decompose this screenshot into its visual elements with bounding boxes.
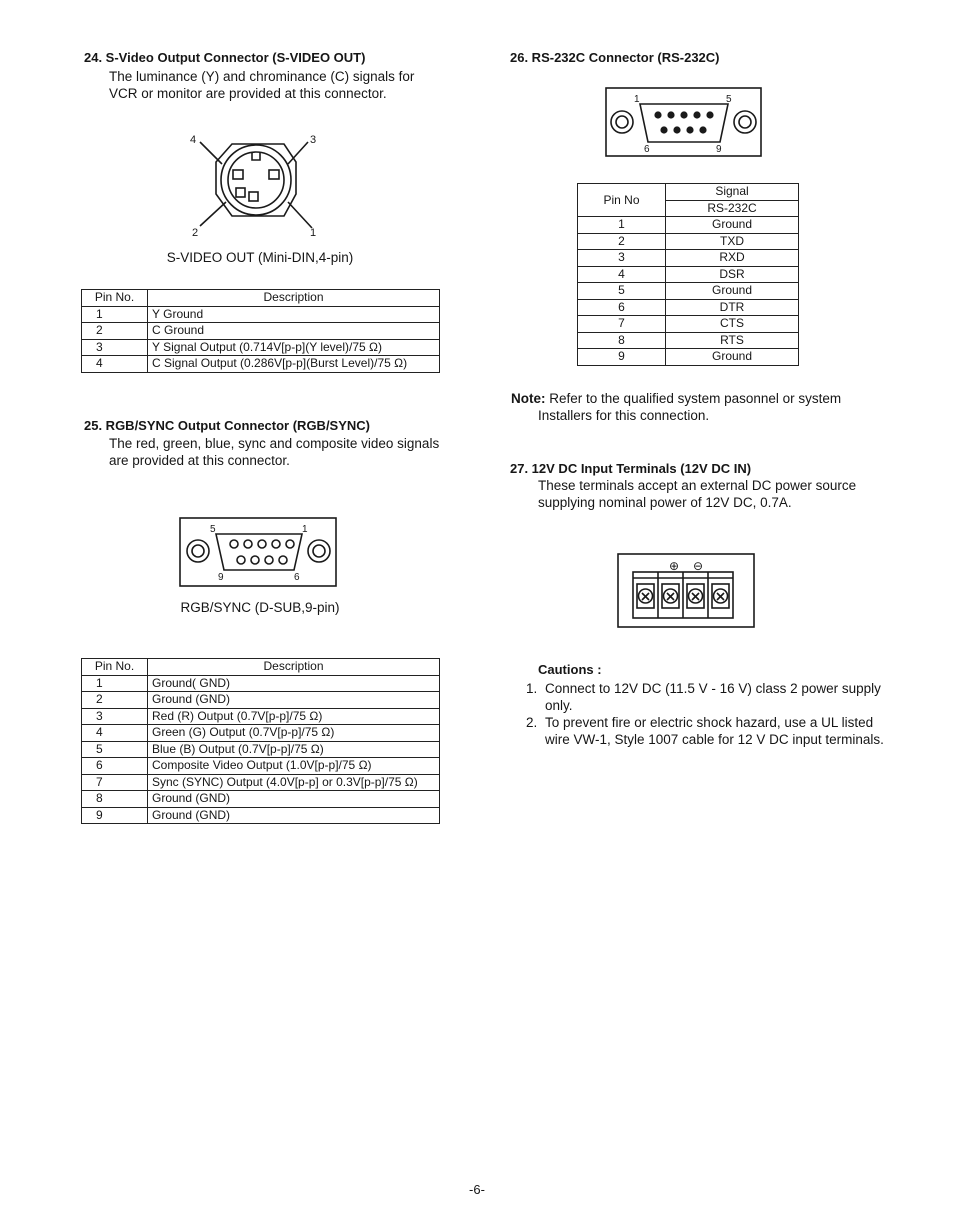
table-row [578, 283, 799, 300]
description-cell: C Ground [148, 323, 440, 340]
table-row [82, 306, 440, 323]
dsub-caption: RGB/SYNC (D-SUB,9-pin) [180, 600, 340, 615]
table-header-row [82, 290, 440, 307]
table-header-row [578, 184, 799, 201]
svideo-pin-label: 2 [192, 227, 199, 239]
column-header: Pin No. [82, 290, 148, 307]
column-header: Description [148, 290, 440, 307]
description-cell: Green (G) Output (0.7V[p-p]/75 Ω) [148, 725, 440, 742]
table-row [82, 807, 440, 824]
pin-cell: 4 [82, 725, 148, 742]
pin-cell: 1 [578, 217, 666, 234]
rs232c-pin-label: 9 [716, 144, 722, 155]
pin-cell: 5 [578, 283, 666, 300]
table-row [82, 323, 440, 340]
section-27-body: These terminals accept an external DC power source supplying nominal power of 12V DC, 0.7A. [538, 478, 857, 510]
svideo-connector-diagram [180, 128, 330, 240]
description-cell: Blue (B) Output (0.7V[p-p]/75 Ω) [148, 741, 440, 758]
dsub-pin-label: 1 [302, 524, 308, 535]
minus-terminal-icon: ⊖ [692, 559, 704, 573]
signal-cell: RTS [666, 332, 799, 349]
pin-cell: 7 [578, 316, 666, 333]
pin-cell: 3 [82, 708, 148, 725]
column-header: Pin No. [82, 659, 148, 676]
signal-cell: DSR [666, 266, 799, 283]
rs232c-connector-diagram [604, 84, 764, 160]
pin-cell: 6 [578, 299, 666, 316]
signal-cell: RXD [666, 250, 799, 267]
rs232c-note [511, 390, 868, 424]
table-header-row [82, 659, 440, 676]
description-cell: Ground (GND) [148, 791, 440, 808]
description-cell: Ground (GND) [148, 692, 440, 709]
description-cell: C Signal Output (0.286V[p-p](Burst Level)/75 Ω) [148, 356, 440, 373]
table-row [82, 356, 440, 373]
rgbsync-pin-table [81, 658, 440, 824]
section-27-heading: 27. 12V DC Input Terminals (12V DC IN) [510, 461, 752, 476]
caution-item: 2. To prevent fire or electric shock hazard, use a UL listed wire VW-1, Style 1007 cable for 12 V DC input terminals. [541, 714, 897, 748]
plus-terminal-icon: ⊕ [668, 559, 680, 573]
svideo-pin-label: 3 [310, 134, 317, 146]
table-row [82, 758, 440, 775]
pin-cell: 4 [578, 266, 666, 283]
caution-item: 1. Connect to 12V DC (11.5 V - 16 V) class 2 power supply only. [541, 680, 897, 714]
signal-cell: TXD [666, 233, 799, 250]
rs232c-pin-label: 5 [726, 94, 732, 105]
pin-cell: 4 [82, 356, 148, 373]
column-header: Description [148, 659, 440, 676]
page-number: -6- [469, 1182, 485, 1197]
table-row [82, 774, 440, 791]
rs232c-pin-label: 1 [634, 94, 640, 105]
signal-cell: DTR [666, 299, 799, 316]
section-24-body: The luminance (Y) and chrominance (C) signals for VCR or monitor are provided at this connector. [109, 69, 415, 101]
signal-cell: Ground [666, 283, 799, 300]
section-25-heading: 25. RGB/SYNC Output Connector (RGB/SYNC) [84, 418, 371, 433]
description-cell: Y Ground [148, 306, 440, 323]
description-cell: Ground( GND) [148, 675, 440, 692]
pin-cell: 3 [578, 250, 666, 267]
pin-cell: 6 [82, 758, 148, 775]
signal-cell: Ground [666, 217, 799, 234]
table-row [82, 725, 440, 742]
pin-cell: 2 [578, 233, 666, 250]
section-26-heading: 26. RS-232C Connector (RS-232C) [510, 50, 720, 65]
note-text: Refer to the qualified system pasonnel or system Installers for this connection. [538, 391, 842, 423]
pin-cell: 8 [82, 791, 148, 808]
pin-cell: 1 [82, 675, 148, 692]
table-row [82, 708, 440, 725]
pin-cell: 8 [578, 332, 666, 349]
column-header-pin: Pin No [578, 184, 666, 217]
pin-cell: 7 [82, 774, 148, 791]
table-row [578, 266, 799, 283]
svideo-caption: S-VIDEO OUT (Mini-DIN,4-pin) [166, 250, 354, 265]
note-label: Note: [511, 391, 546, 406]
pin-cell: 2 [82, 323, 148, 340]
rs232c-pin-label: 6 [644, 144, 650, 155]
table-row [578, 233, 799, 250]
pin-cell: 9 [578, 349, 666, 366]
description-cell: Ground (GND) [148, 807, 440, 824]
section-25-body: The red, green, blue, sync and composite video signals are provided at this connector. [109, 436, 440, 468]
dc-terminal-diagram [616, 552, 756, 630]
svideo-pin-label: 4 [190, 134, 197, 146]
table-row [578, 332, 799, 349]
rs232c-pin-table [577, 183, 799, 366]
dsub-pin-label: 6 [294, 572, 300, 583]
signal-cell: Ground [666, 349, 799, 366]
table-row [578, 316, 799, 333]
pin-cell: 1 [82, 306, 148, 323]
signal-cell: CTS [666, 316, 799, 333]
pin-cell: 5 [82, 741, 148, 758]
pin-cell: 2 [82, 692, 148, 709]
section-24-heading: 24. S-Video Output Connector (S-VIDEO OUT) [84, 50, 366, 65]
table-row [82, 692, 440, 709]
table-row [578, 299, 799, 316]
cautions-label: Cautions : [538, 662, 602, 677]
description-cell: Sync (SYNC) Output (4.0V[p-p] or 0.3V[p-p]/75 Ω) [148, 774, 440, 791]
description-cell: Red (R) Output (0.7V[p-p]/75 Ω) [148, 708, 440, 725]
table-row [82, 675, 440, 692]
table-row [578, 349, 799, 366]
dsub-9pin-connector-diagram [178, 514, 340, 590]
pin-cell: 3 [82, 339, 148, 356]
svideo-pin-table [81, 289, 440, 373]
column-subheader: RS-232C [666, 200, 799, 217]
description-cell: Y Signal Output (0.714V[p-p](Y level)/75 Ω) [148, 339, 440, 356]
description-cell: Composite Video Output (1.0V[p-p]/75 Ω) [148, 758, 440, 775]
cautions-list [513, 680, 897, 748]
svideo-pin-label: 1 [310, 227, 317, 239]
dsub-pin-label: 5 [210, 524, 216, 535]
table-row [82, 791, 440, 808]
table-row [578, 217, 799, 234]
table-row [82, 339, 440, 356]
column-header-signal: Signal [666, 184, 799, 201]
table-row [82, 741, 440, 758]
pin-cell: 9 [82, 807, 148, 824]
dsub-pin-label: 9 [218, 572, 224, 583]
table-row [578, 250, 799, 267]
